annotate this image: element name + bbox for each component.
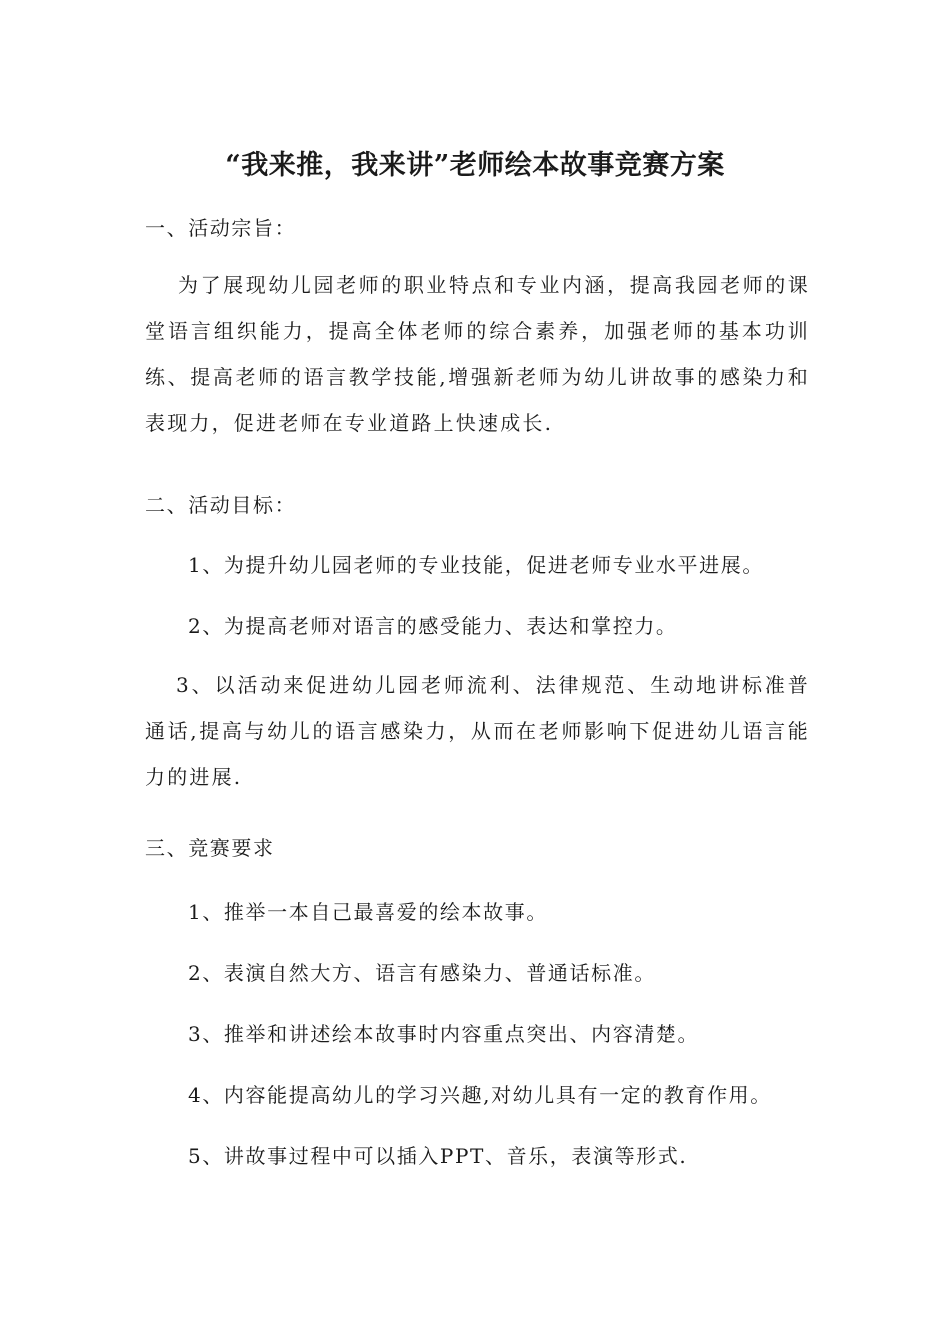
- goal-item-2: 2、为提高老师对语言的感受能力、表达和掌控力。: [188, 614, 678, 638]
- document-title: “我来推，我来讲”老师绘本故事竞赛方案: [225, 150, 725, 181]
- section-heading-purpose: 一、活动宗旨：: [145, 216, 297, 240]
- requirement-item: 4、内容能提高幼儿的学习兴趣,对幼儿具有一定的教育作用。: [188, 1083, 772, 1107]
- section-heading-requirements: 三、竞赛要求: [145, 836, 275, 860]
- requirement-item: 1、推举一本自己最喜爱的绘本故事。: [188, 900, 548, 924]
- requirement-item: 2、表演自然大方、语言有感染力、普通话标准。: [188, 961, 656, 985]
- requirement-item: 5、讲故事过程中可以插入PPT、音乐，表演等形式.: [188, 1144, 688, 1168]
- requirement-item: 3、推举和讲述绘本故事时内容重点突出、内容清楚。: [188, 1022, 700, 1046]
- purpose-paragraph: 为了展现幼儿园老师的职业特点和专业内涵，提高我园老师的课堂语言组织能力，提高全体老师的综合素养，加强老师的基本功训练、提高老师的语言教学技能,增强新老师为幼儿讲故事的感染力和表现力，促进老师在专业道路上快速成长.: [145, 273, 810, 435]
- goal-item-1: 1、为提升幼儿园老师的专业技能，促进老师专业水平进展。: [188, 553, 764, 577]
- goal-item-3: 3、以活动来促进幼儿园老师流利、法律规范、生动地讲标准普通话,提高与幼儿的语言感染力，从而在老师影响下促进幼儿语言能力的进展.: [145, 673, 810, 789]
- section-heading-goals: 二、活动目标：: [145, 493, 297, 517]
